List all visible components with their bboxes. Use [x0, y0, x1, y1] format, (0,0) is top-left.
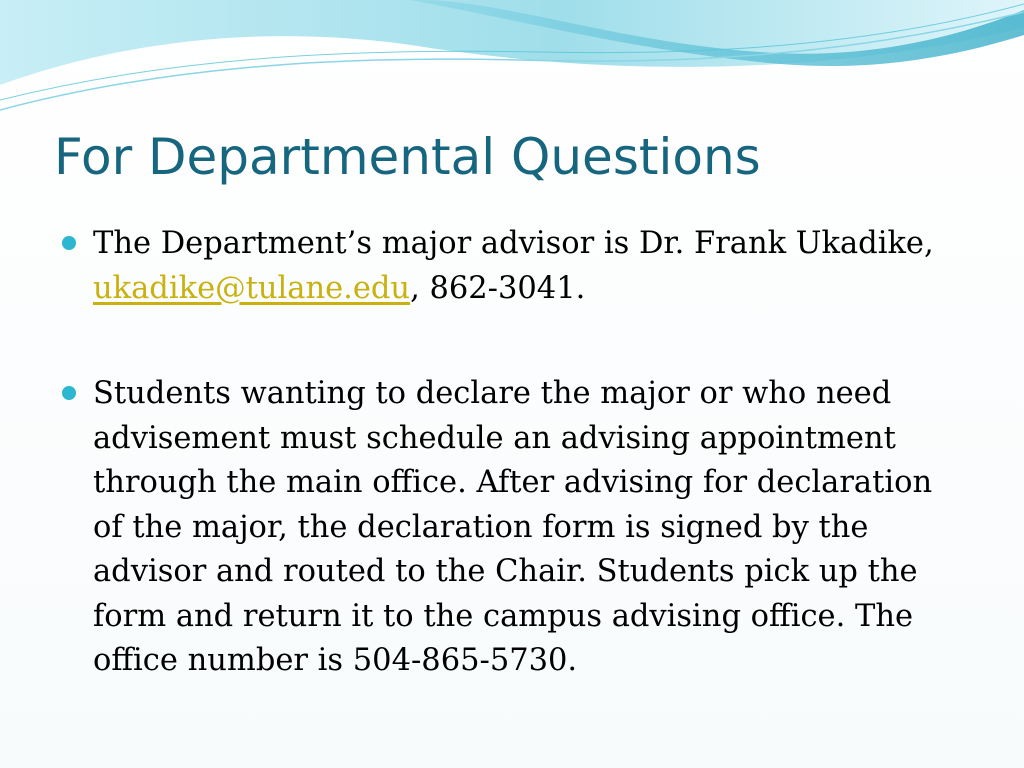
slide-title: For Departmental Questions — [54, 128, 761, 186]
header-wave-decoration — [0, 0, 1024, 120]
bullet-advisor — [60, 222, 960, 311]
bullet-icon — [62, 386, 76, 400]
bullet-icon — [62, 236, 76, 250]
slide-body — [60, 222, 960, 684]
advisor-phone-text: , 862-3041. — [410, 270, 586, 306]
advisor-text: The Department’s major advisor is Dr. Frank Ukadike, — [93, 226, 934, 261]
bullet-declare-major — [60, 372, 960, 684]
declare-major-text: Students wanting to declare the major or who need advisement must schedule an advising appointment through the main office. After advising for declaration of the major, the declaration form is signed by the advisor and routed to the Chair. Students pick up the form and return it to the campus advising office. The office number is 504-865-5730. — [93, 376, 933, 678]
advisor-email-link[interactable]: ukadike@tulane.edu — [93, 270, 411, 306]
